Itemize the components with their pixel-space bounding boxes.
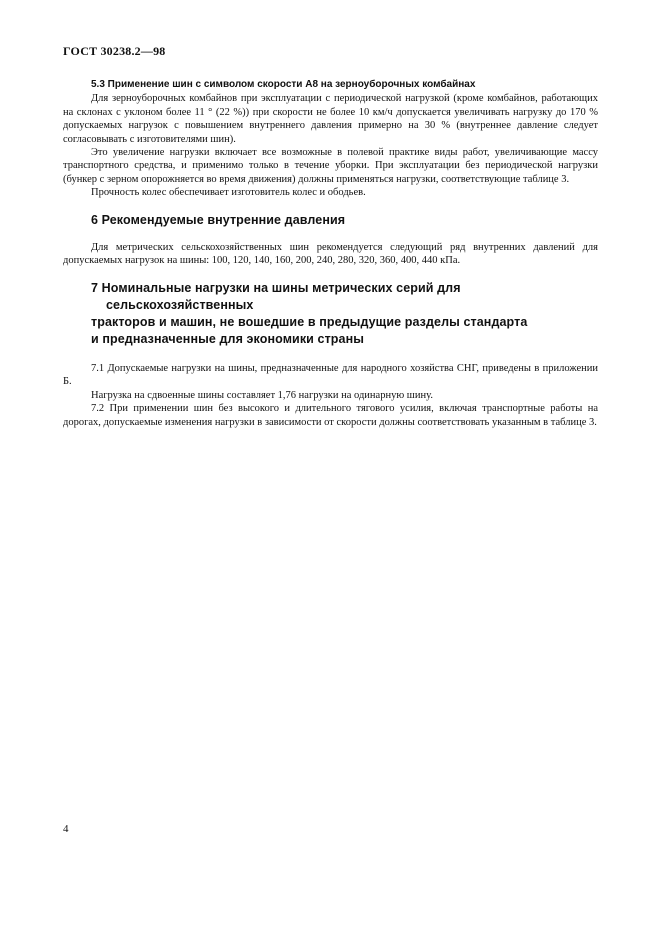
section-7-paragraph-3: 7.2 При применении шин без высокого и длительного тягового усилия, включая транспортные работы на дорогах, допускаемые изменения нагрузки в зависимости от скорости должны соответствовать указанным в таблице 3. bbox=[63, 403, 598, 428]
page-number: 4 bbox=[63, 823, 69, 835]
section-5-3-paragraph-2: Это увеличение нагрузки включает все возможные в полевой практике виды работ, увеличивающие массу транспортного средства, и применимо только в течение уборки. При эксплуатации без периодической нагрузки (бункер с зерном опорожняется во время движения) должны применяться нагрузки, соответствующие таблице 3. bbox=[63, 147, 598, 185]
section-6-heading: 6 Рекомендуемые внутренние давления bbox=[91, 212, 346, 227]
section-7-heading-line-3: и предназначенные для экономики страны bbox=[91, 331, 365, 346]
section-5-3-paragraph-3: Прочность колес обеспечивает изготовитель колес и ободьев. bbox=[91, 187, 366, 199]
section-6-paragraph: Для метрических сельскохозяйственных шин рекомендуется следующий ряд внутренних давлений для допускаемых нагрузок на шины: 100, 120, 140, 160, 200, 240, 280, 320, 360, 400, 440 кПа. bbox=[63, 242, 598, 267]
document-code-header: ГОСТ 30238.2—98 bbox=[63, 44, 166, 58]
section-7-paragraph-2: Нагрузка на сдвоенные шины составляет 1,76 нагрузки на одинарную шину. bbox=[91, 389, 433, 401]
section-7-heading-line-2: тракторов и машин, не вошедшие в предыдущие разделы стандарта bbox=[91, 314, 528, 329]
section-7-heading-line-1: 7 Номинальные нагрузки на шины метрических серий для сельскохозяйственных bbox=[91, 280, 461, 312]
section-7-heading bbox=[63, 280, 598, 348]
section-5-3-heading: 5.3 Применение шин с символом скорости А8 на зерноуборочных комбайнах bbox=[91, 79, 476, 90]
page-content bbox=[63, 78, 598, 429]
section-7-paragraph-1: 7.1 Допускаемые нагрузки на шины, предназначенные для народного хозяйства СНГ, приведены в приложении Б. bbox=[63, 362, 598, 388]
section-5-3-paragraph-1: Для зерноуборочных комбайнов при эксплуатации с периодической нагрузкой (кроме комбайнов, работающих на склонах с уклоном более 11 ° (22 %)) при скорости не более 10 км/ч допускается увеличивать нагрузку до 170 % допускаемых нагрузок с повышением внутреннего давления примерно на 30 % (внутреннее давление следует согласовывать с изготовителями шин). bbox=[63, 93, 598, 145]
